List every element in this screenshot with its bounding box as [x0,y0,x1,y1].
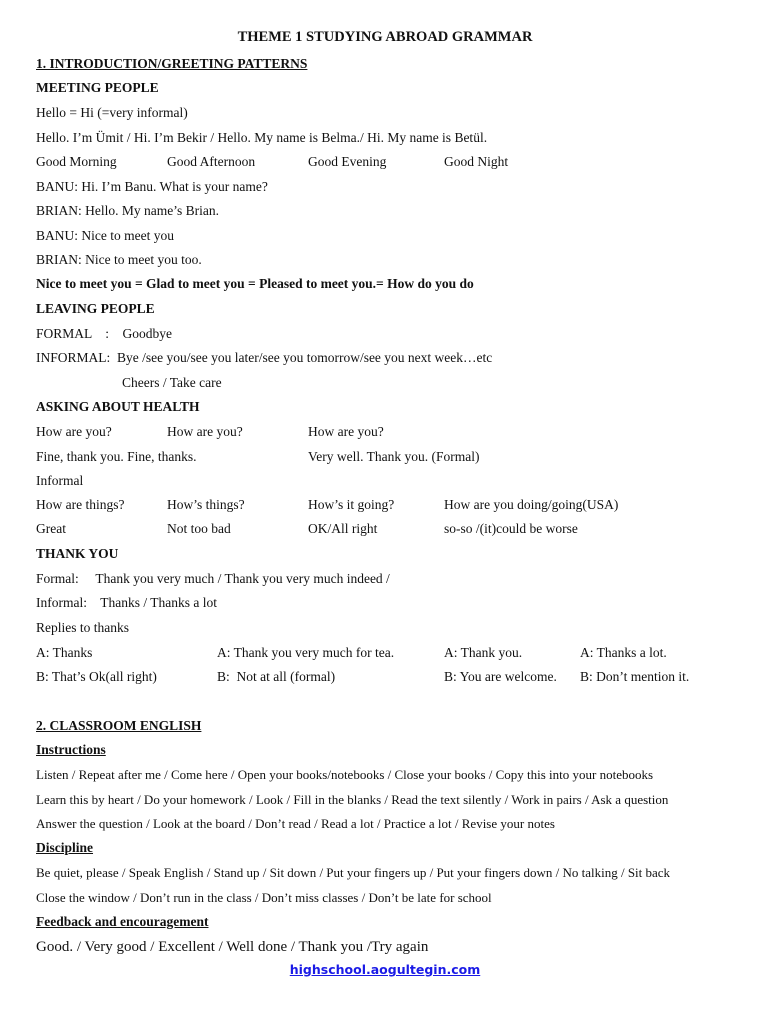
subheading-thank-you: THANK YOU [36,546,119,561]
discipline-line: Close the window / Don’t run in the class / Don’t miss classes / Don’t be late for school [36,890,492,905]
subheading-asking-health: ASKING ABOUT HEALTH [36,399,200,414]
subheading-feedback: Feedback and encouragement [36,914,209,929]
reply-cell: A: Thank you very much for tea. [217,645,395,660]
reply-cell: A: Thanks [36,645,93,660]
dialogue-line: BANU: Nice to meet you [36,228,174,243]
health-cell: How’s it going? [308,497,395,512]
health-cell: How are you? [308,424,384,439]
greeting-cell: Good Morning [36,154,117,169]
reply-cell: A: Thanks a lot. [580,645,667,660]
informal-line: INFORMAL: Bye /see you/see you later/see you tomorrow/see you next week…etc [36,350,493,365]
feedback-line: Good. / Very good / Excellent / Well done / Thank you /Try again [36,939,429,955]
reply-cell: A: Thank you. [444,645,523,660]
reply-cell: B: You are welcome. [444,669,557,684]
health-cell: OK/All right [308,521,378,536]
instruction-line: Answer the question / Look at the board / Don’t read / Read a lot / Practice a lot / Revise your notes [36,816,555,831]
health-cell: How are you? [36,424,112,439]
subheading-discipline: Discipline [36,840,94,855]
reply-cell: B: Don’t mention it. [580,669,690,684]
discipline-line: Be quiet, please / Speak English / Stand up / Sit down / Put your fingers up / Put your fingers down / No talking / Sit back [36,865,671,880]
health-cell: How are things? [36,497,125,512]
subheading-instructions: Instructions [36,742,106,757]
greeting-cell: Good Evening [308,154,387,169]
thanks-informal-line: Informal: Thanks / Thanks a lot [36,595,217,610]
replies-label: Replies to thanks [36,620,129,635]
thanks-formal-line: Formal: Thank you very much / Thank you very much indeed / [36,571,390,586]
greeting-cell: Good Afternoon [167,154,256,169]
health-cell: How are you? [167,424,243,439]
health-cell: Fine, thank you. Fine, thanks. [36,449,197,464]
dialogue-line: BRIAN: Nice to meet you too. [36,252,202,267]
text-line: Hello. I’m Ümit / Hi. I’m Bekir / Hello. My name is Belma./ Hi. My name is Betül. [36,130,488,145]
section-heading-greetings: 1. INTRODUCTION/GREETING PATTERNS [36,56,308,71]
footer-link[interactable]: highschool.aogultegin.com [289,962,481,977]
health-cell: Very well. Thank you. (Formal) [308,449,480,464]
health-cell: How’s things? [167,497,245,512]
instruction-line: Learn this by heart / Do your homework / Look / Fill in the blanks / Read the text silently / Work in pairs / Ask a question [36,792,669,807]
reply-cell: B: Not at all (formal) [217,669,336,684]
greeting-cell: Good Night [444,154,509,169]
dialogue-line: BANU: Hi. I’m Banu. What is your name? [36,179,268,194]
health-cell: so-so /(it)could be worse [444,521,578,536]
health-cell: Not too bad [167,521,231,536]
formal-line: FORMAL : Goodbye [36,326,173,341]
health-cell: How are you doing/going(USA) [444,497,619,512]
subheading-leaving-people: LEAVING PEOPLE [36,301,155,316]
reply-cell: B: That’s Ok(all right) [36,669,157,684]
section-heading-classroom: 2. CLASSROOM ENGLISH [36,718,202,733]
text-line: Hello = Hi (=very informal) [36,105,188,120]
subheading-meeting-people: MEETING PEOPLE [36,80,159,95]
dialogue-line: BRIAN: Hello. My name’s Brian. [36,203,219,218]
page-title: THEME 1 STUDYING ABROAD GRAMMAR [237,29,533,45]
health-cell: Great [36,521,66,536]
informal-label: Informal [36,473,84,488]
equivalents-line: Nice to meet you = Glad to meet you = Pleased to meet you.= How do you do [36,276,474,291]
instruction-line: Listen / Repeat after me / Come here / Open your books/notebooks / Close your books / Copy this into your notebooks [36,767,654,782]
cheers-line: Cheers / Take care [122,375,222,390]
